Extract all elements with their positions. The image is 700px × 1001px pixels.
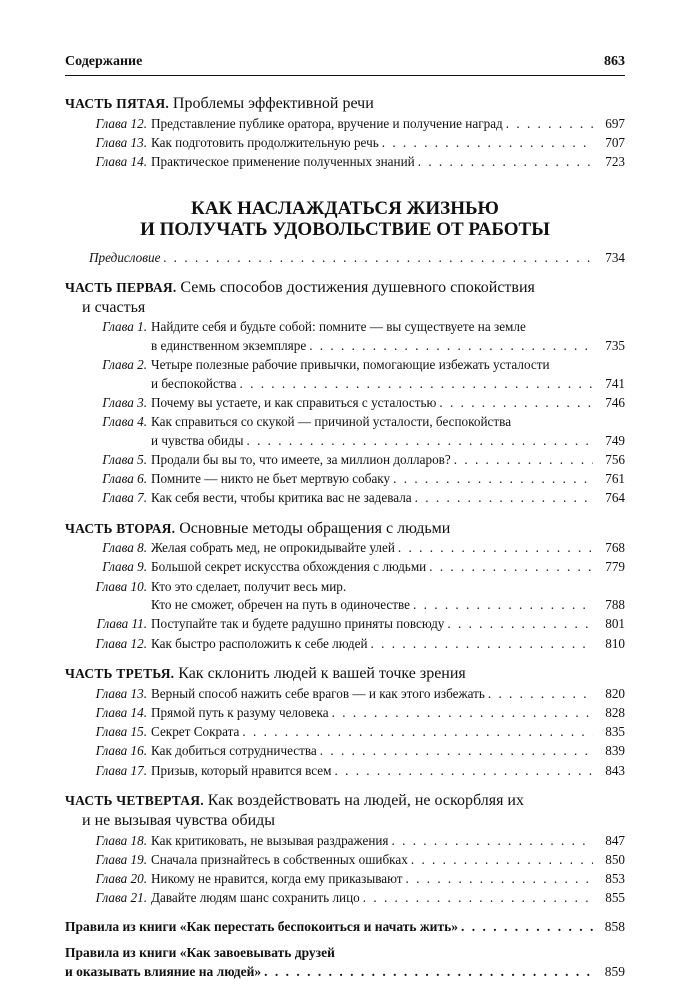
- part-title-continued: и счастья: [82, 298, 146, 316]
- part-title: Как воздействовать на людей, не оскорбляя их: [207, 792, 524, 810]
- preface-label: Предисловие: [89, 249, 161, 265]
- dot-leader: [403, 870, 593, 889]
- dot-leader: [503, 115, 593, 134]
- entry-page-number: 843: [605, 762, 625, 778]
- chapter-label: Глава 14.: [95, 153, 147, 169]
- chapter-body: [151, 413, 625, 450]
- entry-page-number: 697: [605, 115, 625, 131]
- chapter-label: Глава 18.: [95, 832, 147, 848]
- chapter-label: Глава 13.: [95, 685, 147, 701]
- entry-text: Верный способ нажить себе врагов — и как этого избежать: [151, 685, 485, 701]
- entry-page-number: 847: [605, 832, 625, 848]
- entry-page-number: 779: [605, 559, 625, 575]
- chapter-label: Глава 17.: [95, 762, 147, 778]
- chapter-entry[interactable]: [65, 615, 625, 634]
- entry-page-number: 850: [605, 851, 625, 867]
- entry-page-number: 764: [605, 490, 625, 506]
- chapter-entry[interactable]: [65, 356, 625, 393]
- entry-text: Помните — никто не бьет мертвую собаку: [151, 470, 391, 486]
- chapter-entry[interactable]: [65, 578, 625, 615]
- entry-text: Сначала признайтесь в собственных ошибках: [151, 851, 408, 867]
- dot-leader: [317, 742, 593, 761]
- entry-page-number: 735: [605, 337, 625, 353]
- dot-leader: [485, 685, 593, 704]
- chapter-label: Глава 7.: [102, 490, 147, 506]
- part-heading: [65, 791, 625, 831]
- chapter-entry[interactable]: [65, 762, 625, 781]
- entry-last-line: [151, 615, 625, 634]
- part-label: ЧАСТЬ ВТОРАЯ.: [65, 520, 176, 536]
- entry-page-number: 859: [604, 963, 625, 979]
- dot-leader: [390, 470, 593, 489]
- entry-text: Практическое применение полученных знаний: [151, 153, 415, 169]
- entry-last-line: [151, 115, 625, 134]
- entry-text: Секрет Сократа: [151, 724, 240, 740]
- chapter-label: Глава 16.: [95, 743, 147, 759]
- book-title-line: И ПОЛУЧАТЬ УДОВОЛЬСТВИЕ ОТ РАБОТЫ: [140, 218, 550, 240]
- chapter-label: Глава 21.: [95, 890, 147, 906]
- entry-last-line: [151, 451, 625, 470]
- chapter-label: Глава 12.: [95, 635, 147, 651]
- chapter-body: [151, 889, 625, 908]
- table-of-contents: [65, 94, 625, 981]
- toc-page: [65, 54, 625, 981]
- entry-page-number: 810: [605, 635, 625, 651]
- chapter-body: [151, 615, 625, 634]
- entry-text-line: Найдите себя и будьте собой: помните — вы существуете на земле: [151, 319, 526, 335]
- chapter-label: Глава 13.: [95, 134, 147, 150]
- entry-text: и оказывать влияние на людей»: [65, 963, 262, 979]
- chapter-entry[interactable]: [65, 489, 625, 508]
- entry-page-number: 734: [605, 249, 625, 265]
- chapter-body: [151, 762, 625, 781]
- entry-text-line: Четыре полезные рабочие привычки, помогающие избежать усталости: [151, 356, 550, 372]
- chapter-label: Глава 4.: [102, 413, 147, 429]
- preface-entry[interactable]: [65, 248, 625, 267]
- entry-text: Как добиться сотрудничества: [151, 743, 317, 759]
- dot-leader: [239, 723, 593, 742]
- part-heading-line: [65, 519, 625, 539]
- part-heading: [65, 94, 625, 114]
- chapter-entry[interactable]: [65, 685, 625, 704]
- header-title: Содержание: [65, 54, 143, 69]
- chapter-label: Глава 19.: [95, 851, 147, 867]
- entry-page-number: 756: [605, 451, 625, 467]
- chapter-entry[interactable]: [65, 318, 625, 355]
- part-label: ЧАСТЬ ЧЕТВЕРТАЯ.: [65, 793, 204, 809]
- entry-text-line: Как справиться со скукой — причиной усталости, беспокойства: [151, 413, 512, 429]
- chapter-label: Глава 12.: [95, 115, 147, 131]
- running-header: [65, 54, 625, 76]
- entry-text: Желая собрать мед, не опрокидывайте улей: [151, 540, 395, 556]
- chapter-body: [151, 635, 625, 654]
- chapter-label: Глава 14.: [95, 704, 147, 720]
- dot-leader: [451, 451, 593, 470]
- chapter-entry[interactable]: [65, 558, 625, 577]
- chapter-entry[interactable]: [65, 539, 625, 558]
- dot-leader: [368, 635, 593, 654]
- chapter-body: [151, 356, 625, 393]
- chapter-entry[interactable]: [65, 723, 625, 742]
- entry-text: Представление публике оратора, вручение и получение наград: [151, 115, 503, 131]
- chapter-entry[interactable]: [65, 470, 625, 489]
- entry-page-number: 761: [605, 470, 625, 486]
- entry-page-number: 839: [605, 743, 625, 759]
- chapter-label: Глава 6.: [102, 470, 147, 486]
- entry-text: и беспокойства: [151, 375, 237, 391]
- rules-entry[interactable]: [65, 918, 625, 937]
- chapter-body: [151, 318, 625, 355]
- dot-leader: [237, 375, 594, 394]
- entry-last-line: [65, 918, 625, 937]
- entry-page-number: 855: [605, 890, 625, 906]
- chapter-label: Глава 15.: [95, 724, 147, 740]
- rules-entry[interactable]: [65, 944, 625, 981]
- entry-last-line: [89, 248, 625, 267]
- part-heading: [65, 278, 625, 318]
- entry-page-number: 853: [605, 871, 625, 887]
- entry-text-line: Правила из книги «Как завоевывать друзей: [65, 945, 335, 961]
- entry-page-number: 746: [605, 394, 625, 410]
- entry-text: Никому не нравится, когда ему приказывают: [151, 871, 403, 887]
- chapter-entry[interactable]: [65, 832, 625, 851]
- entry-last-line: [151, 432, 625, 451]
- chapter-body: [151, 489, 625, 508]
- part-heading-line: [65, 278, 625, 298]
- chapter-body: [151, 704, 625, 723]
- chapter-body: [151, 394, 625, 413]
- dot-leader: [458, 918, 593, 937]
- part-heading-line: [65, 94, 625, 114]
- entry-last-line: [151, 832, 625, 851]
- dot-leader: [360, 889, 593, 908]
- entry-last-line: [151, 870, 625, 889]
- entry-page-number: 820: [605, 685, 625, 701]
- chapter-entry[interactable]: [65, 870, 625, 889]
- chapter-entry[interactable]: [65, 134, 625, 153]
- chapter-label: Глава 9.: [102, 559, 147, 575]
- entry-last-line: [151, 337, 625, 356]
- chapter-body: [151, 870, 625, 889]
- chapter-label: Глава 5.: [102, 451, 147, 467]
- entry-last-line: [151, 596, 625, 615]
- entry-page-number: 768: [605, 540, 625, 556]
- chapter-label: Глава 11.: [96, 616, 147, 632]
- dot-leader: [444, 615, 593, 634]
- header-page-number: 863: [604, 54, 625, 69]
- entry-last-line: [151, 134, 625, 153]
- part-title-continued: и не вызывая чувства обиды: [82, 812, 276, 830]
- entry-text: Почему вы устаете, и как справиться с усталостью: [151, 394, 437, 410]
- part-title: Проблемы эффективной речи: [172, 95, 374, 112]
- entry-last-line: [151, 762, 625, 781]
- chapter-entry[interactable]: [65, 153, 625, 172]
- chapter-body: [151, 558, 625, 577]
- entry-text: Давайте людям шанс сохранить лицо: [151, 890, 360, 906]
- entry-last-line: [151, 723, 625, 742]
- entry-page-number: 801: [605, 616, 625, 632]
- dot-leader: [160, 248, 593, 267]
- entry-page-number: 788: [605, 597, 625, 613]
- chapter-entry[interactable]: [65, 451, 625, 470]
- chapter-body: [151, 451, 625, 470]
- entry-last-line: [151, 375, 625, 394]
- chapter-entry[interactable]: [65, 635, 625, 654]
- entry-last-line: [151, 635, 625, 654]
- chapter-entry[interactable]: [65, 889, 625, 908]
- entry-last-line: [65, 963, 625, 982]
- dot-leader: [329, 704, 593, 723]
- chapter-body: [151, 685, 625, 704]
- entry-text: Как себя вести, чтобы критика вас не задевала: [151, 490, 412, 506]
- dot-leader: [408, 851, 593, 870]
- chapter-body: [151, 742, 625, 761]
- dot-leader: [415, 153, 593, 172]
- entry-last-line: [151, 470, 625, 489]
- part-title: Как склонить людей к вашей точке зрения: [178, 665, 466, 683]
- entry-text: Как критиковать, не вызывая раздражения: [151, 832, 389, 848]
- entry-page-number: 858: [604, 918, 625, 934]
- entry-last-line: [151, 539, 625, 558]
- entry-page-number: 707: [605, 134, 625, 150]
- dot-leader: [426, 558, 593, 577]
- dot-leader: [412, 489, 593, 508]
- chapter-entry[interactable]: [65, 115, 625, 134]
- part-heading-line: [65, 791, 625, 811]
- entry-page-number: 835: [605, 724, 625, 740]
- dot-leader: [436, 394, 593, 413]
- part-heading-line: [65, 664, 625, 684]
- part-label: ЧАСТЬ ПЯТАЯ.: [65, 96, 169, 111]
- entry-last-line: [151, 558, 625, 577]
- dot-leader: [332, 762, 593, 781]
- dot-leader: [410, 596, 593, 615]
- dot-leader: [243, 432, 593, 451]
- entry-last-line: [151, 704, 625, 723]
- chapter-label: Глава 2.: [102, 356, 147, 372]
- book-title-line: КАК НАСЛАЖДАТЬСЯ ЖИЗНЬЮ: [191, 197, 499, 219]
- chapter-entry[interactable]: [65, 704, 625, 723]
- entry-text: Поступайте так и будете радушно приняты повсюду: [151, 616, 445, 632]
- book-title: [65, 198, 625, 240]
- chapter-body: [151, 115, 625, 134]
- entry-text: Как быстро расположить к себе людей: [151, 635, 368, 651]
- entry-text: Прямой путь к разуму человека: [151, 704, 329, 720]
- chapter-label: Глава 3.: [102, 394, 147, 410]
- entry-page-number: 749: [605, 432, 625, 448]
- entry-text: Правила из книги «Как перестать беспокоиться и начать жить»: [65, 918, 458, 934]
- entry-last-line: [151, 889, 625, 908]
- dot-leader: [395, 539, 593, 558]
- entry-text: Большой секрет искусства обхождения с людьми: [151, 559, 427, 575]
- chapter-entry[interactable]: [65, 742, 625, 761]
- entry-last-line: [151, 851, 625, 870]
- entry-page-number: 723: [605, 153, 625, 169]
- entry-last-line: [151, 489, 625, 508]
- part-heading: [65, 519, 625, 539]
- chapter-label: Глава 10.: [95, 578, 147, 594]
- entry-text: Призыв, который нравится всем: [151, 762, 332, 778]
- entry-last-line: [151, 153, 625, 172]
- entry-text: и чувства обиды: [151, 432, 244, 448]
- chapter-entry[interactable]: [65, 413, 625, 450]
- entry-last-line: [151, 742, 625, 761]
- chapter-label: Глава 20.: [95, 871, 147, 887]
- entry-text: Продали бы вы то, что имеете, за миллион долларов?: [151, 451, 451, 467]
- entry-text: Кто не сможет, обречен на путь в одиночестве: [151, 597, 411, 613]
- entry-last-line: [151, 685, 625, 704]
- chapter-body: [151, 723, 625, 742]
- chapter-body: [151, 470, 625, 489]
- chapter-body: [151, 578, 625, 615]
- chapter-body: [151, 153, 625, 172]
- chapter-body: [151, 832, 625, 851]
- dot-leader: [389, 832, 593, 851]
- entry-page-number: 828: [605, 704, 625, 720]
- dot-leader: [379, 134, 593, 153]
- chapter-body: [151, 539, 625, 558]
- entry-text-line: Кто это сделает, получит весь мир.: [151, 578, 347, 594]
- chapter-label: Глава 1.: [102, 319, 147, 335]
- part-title: Семь способов достижения душевного спокойствия: [180, 278, 535, 296]
- entry-last-line: [151, 394, 625, 413]
- chapter-entry[interactable]: [65, 851, 625, 870]
- entry-page-number: 741: [605, 375, 625, 391]
- entry-text: в единственном экземпляре: [151, 337, 307, 353]
- part-title: Основные методы обращения с людьми: [179, 519, 451, 537]
- dot-leader: [306, 337, 593, 356]
- part-heading: [65, 664, 625, 684]
- chapter-body: [151, 134, 625, 153]
- part-label: ЧАСТЬ ПЕРВАЯ.: [65, 279, 177, 295]
- chapter-entry[interactable]: [65, 394, 625, 413]
- dot-leader: [261, 963, 593, 982]
- part-label: ЧАСТЬ ТРЕТЬЯ.: [65, 666, 175, 682]
- chapter-label: Глава 8.: [102, 540, 147, 556]
- chapter-body: [151, 851, 625, 870]
- entry-text: Как подготовить продолжительную речь: [151, 134, 379, 150]
